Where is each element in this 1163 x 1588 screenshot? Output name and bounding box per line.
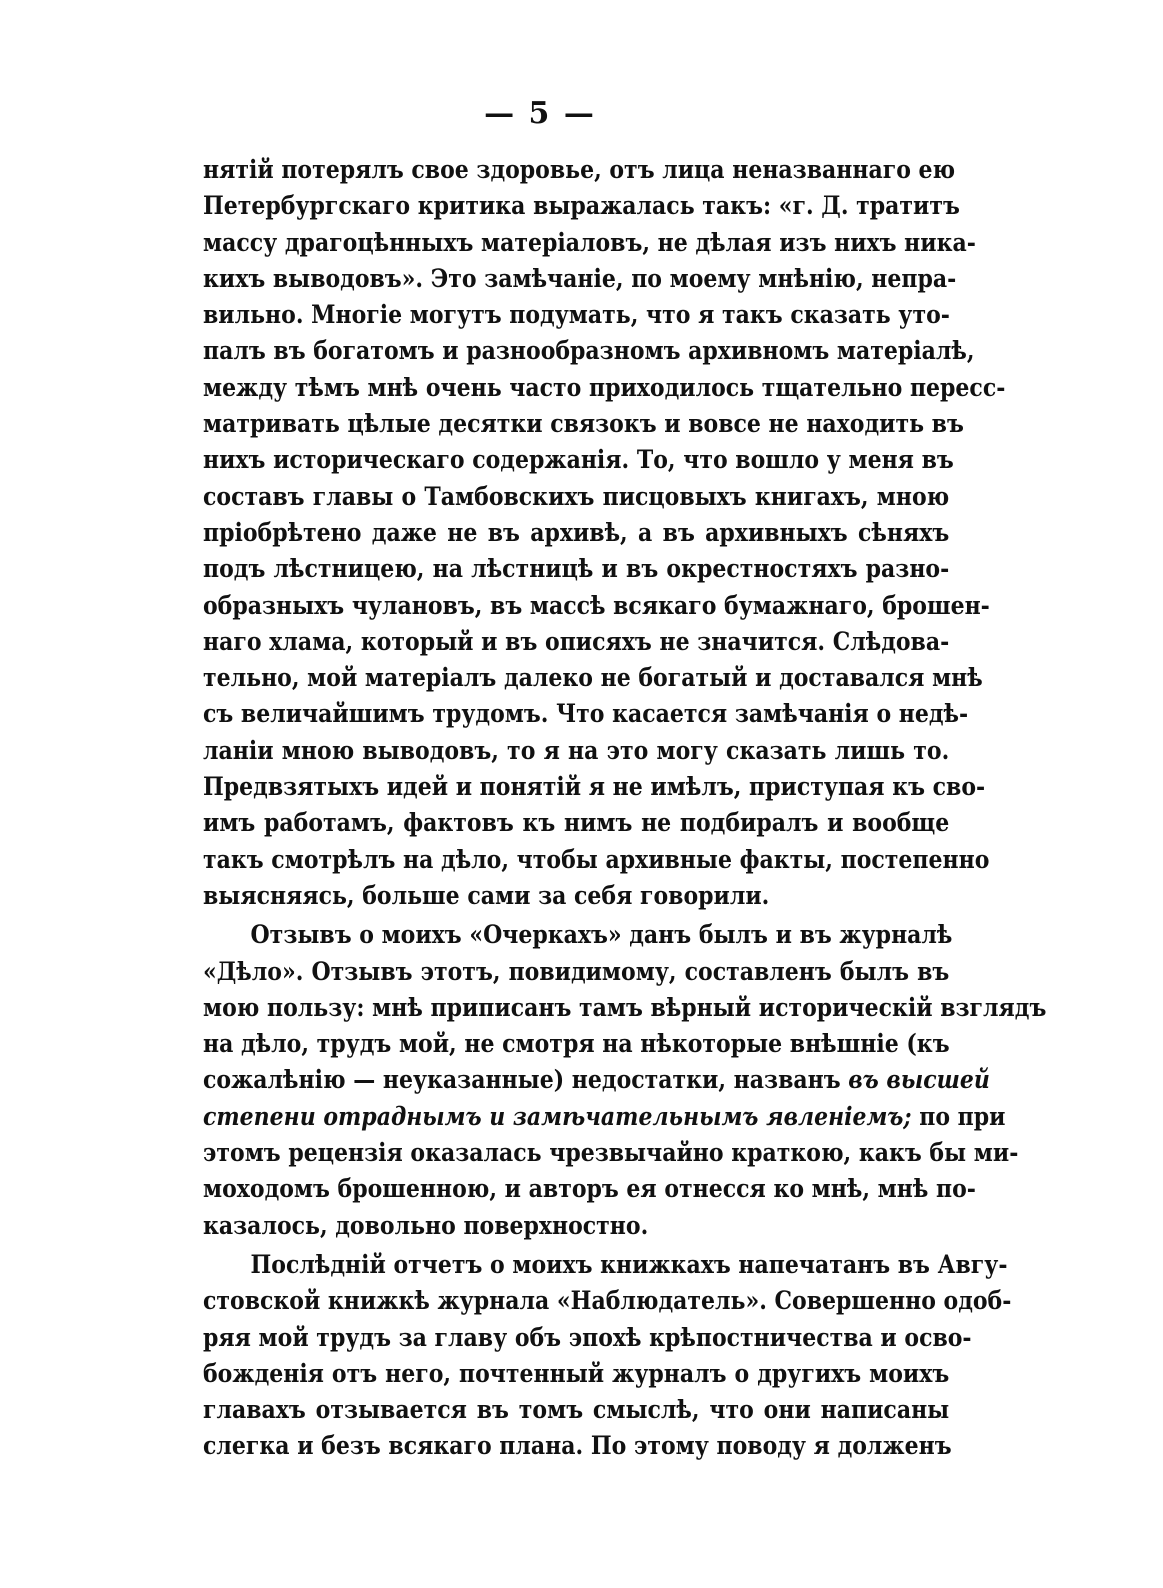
text-line: стовской книжкѣ журнала «Наблюдатель». Совершенно одоб- [203, 1286, 1012, 1316]
text-line: образныхъ чулановъ, въ массѣ всякаго бумажнаго, брошен- [203, 590, 990, 620]
text-line: имъ работамъ, фактовъ къ нимъ не подбиралъ и вообще [203, 808, 950, 838]
text-line: нихъ историческаго содержанія. То, что вошло у меня въ [203, 445, 954, 475]
text-line: моходомъ брошенною, и авторъ ея отнесся ко мнѣ, мнѣ по- [203, 1174, 976, 1204]
text-line-with-italic [203, 1099, 1006, 1135]
text-line: нятій потерялъ свое здоровье, отъ лица неназваннаго ею [203, 155, 956, 184]
text-line: тельно, мой матеріалъ далеко не богатый и доставался мнѣ [203, 663, 983, 693]
text-line: наго хлама, который и въ описяхъ не значится. Слѣдова- [203, 626, 950, 656]
text-line: подъ лѣстницею, на лѣстницѣ и въ окрестностяхъ разно- [203, 554, 950, 584]
body-text [203, 152, 1047, 1465]
text-line: на дѣло, трудъ мой, не смотря на нѣкоторые внѣшніе (къ [203, 1029, 950, 1059]
text-line: массу драгоцѣнныхъ матеріаловъ, не дѣлая изъ нихъ ника- [203, 227, 976, 257]
italic-phrase: въ высшей [848, 1065, 990, 1095]
text-line-with-italic [203, 1062, 990, 1098]
text-line: палъ въ богатомъ и разнообразномъ архивномъ матеріалѣ, [203, 336, 975, 366]
text-line: слегка и безъ всякаго плана. По этому поводу я долженъ [203, 1431, 952, 1461]
line-text: сожалѣнію — неуказанные) недостатки, названъ [203, 1065, 841, 1095]
text-line: Отзывъ о моихъ «Очеркахъ» данъ былъ и въ журналѣ [250, 920, 953, 950]
page-number: — 5 — [484, 96, 596, 131]
text-line: выясняясь, больше сами за себя говорили. [203, 880, 770, 910]
italic-phrase: степени отраднымъ и замѣчательнымъ явленіемъ; [203, 1101, 912, 1131]
text-line: этомъ рецензія оказалась чрезвычайно краткою, какъ бы ми- [203, 1138, 1019, 1168]
text-line: мою пользу: мнѣ приписанъ тамъ вѣрный историческій взглядъ [203, 992, 1047, 1022]
text-line: такъ смотрѣлъ на дѣло, чтобы архивные факты, постепенно [203, 844, 990, 874]
text-line: пріобрѣтено даже не въ архивѣ, а въ архивныхъ сѣняхъ [203, 517, 950, 547]
text-line: вильно. Многіе могутъ подумать, что я такъ сказать уто- [203, 300, 950, 330]
text-line: ланіи мною выводовъ, то я на это могу сказать лишь то. [203, 735, 950, 765]
text-line: Петербургскаго критика выражалась такъ: «г. Д. тратитъ [203, 191, 960, 221]
text-line: ряя мой трудъ за главу объ эпохѣ крѣпостничества и осво- [203, 1322, 972, 1352]
text-line: кихъ выводовъ». Это замѣчаніе, по моему мнѣнію, непра- [203, 263, 957, 293]
text-line: «Дѣло». Отзывъ этотъ, повидимому, составленъ былъ въ [203, 956, 950, 986]
text-line: составъ главы о Тамбовскихъ писцовыхъ книгахъ, мною [203, 481, 950, 511]
text-line: главахъ отзывается въ томъ смыслѣ, что они написаны [203, 1395, 950, 1425]
text-line: Предвзятыхъ идей и понятій я не имѣлъ, приступая къ сво- [203, 772, 986, 802]
text-line: между тѣмъ мнѣ очень часто приходилось тщательно пересс- [203, 372, 1006, 402]
text-line: божденія отъ него, почтенный журналъ о другихъ моихъ [203, 1358, 950, 1388]
line-text: по при [919, 1101, 1006, 1131]
text-line: казалось, довольно поверхностно. [203, 1210, 649, 1240]
text-line: съ величайшимъ трудомъ. Что касается замѣчанія о недѣ- [203, 699, 969, 729]
text-line: матривать цѣлые десятки связокъ и вовсе не находить въ [203, 409, 964, 439]
text-line: Послѣдній отчетъ о моихъ книжкахъ напечатанъ въ Авгу- [250, 1249, 1008, 1279]
